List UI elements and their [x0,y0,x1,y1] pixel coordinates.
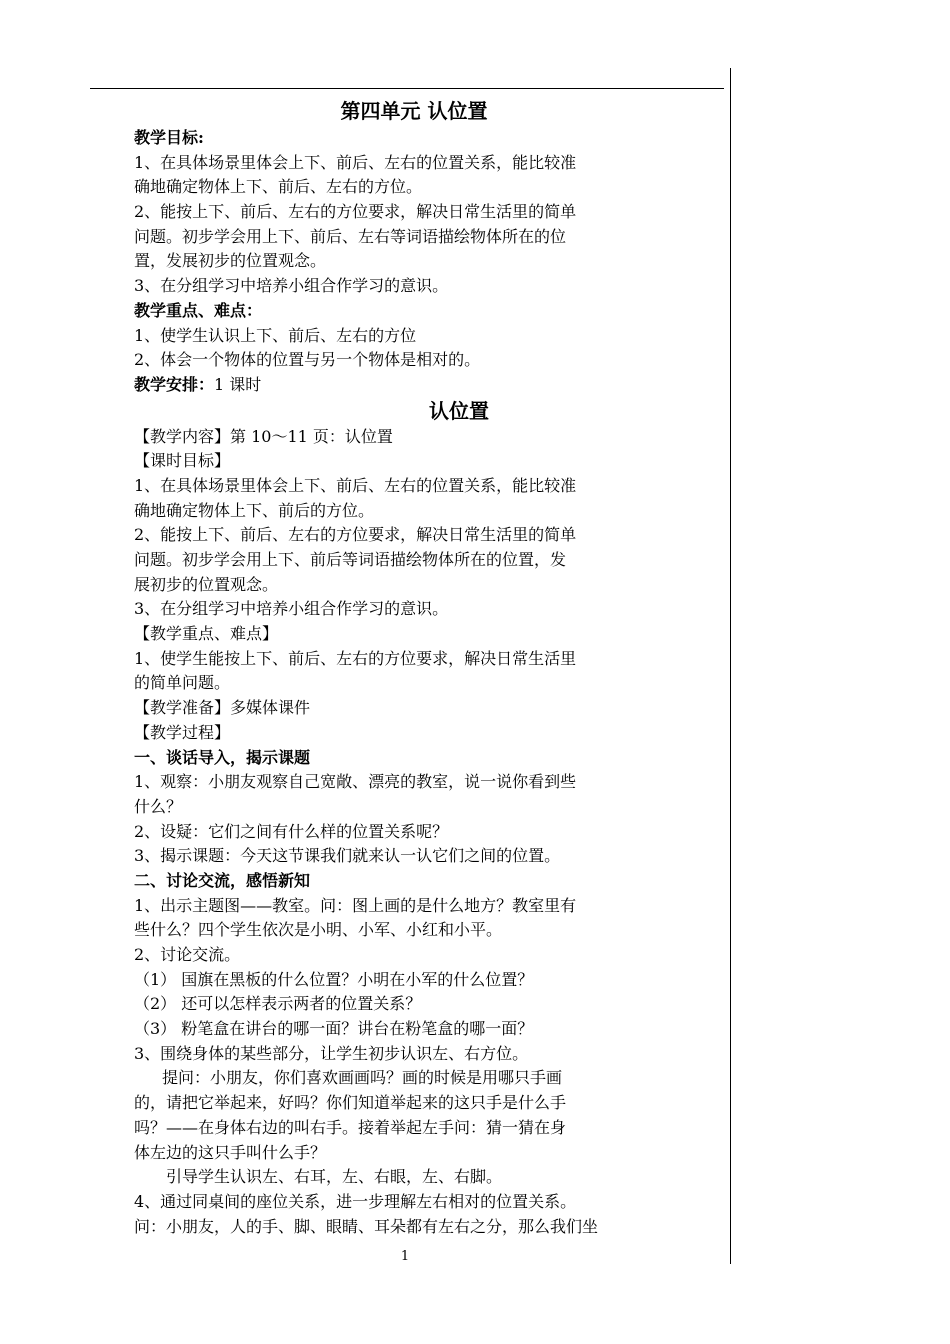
objective-line: 3、在分组学习中培养小组合作学习的意识。 [134,276,449,296]
document-body [134,97,654,1239]
section2-line: 2、讨论交流。 [134,945,241,964]
section2-item3: 3、围绕身体的某些部分，让学生初步认识左、右方位。 [134,1043,529,1063]
paragraph-line: 提问：小朋友，你们喜欢画画吗？画的时候是用哪只手画 [162,1068,563,1088]
paragraph-line: 体左边的这只手叫什么手？ [134,1142,327,1162]
lesson-line: 1、在具体场景里体会上下、前后、左右的位置关系，能比较准 [134,475,577,495]
page-number: 1 [400,1249,410,1264]
section2-item4: 4、通过同桌间的座位关系，进一步理解左右相对的位置关系。 [134,1191,577,1211]
lesson-line: 展初步的位置观念。 [134,574,279,594]
arrangement-value: 1 课时 [214,374,262,394]
lesson-line: 问题。初步学会用上下、前后等词语描绘物体所在的位置，发 [134,550,567,569]
paragraph-line: 的，请把它举起来，好吗？你们知道举起来的这只手是什么手 [134,1093,567,1113]
keypoints-heading: 教学重点、难点： [134,300,263,320]
section1-heading: 一、谈话导入，揭示课题 [134,747,311,767]
section1-line: 2、设疑：它们之间有什么样的位置关系呢？ [134,821,449,841]
section2-item4: 问：小朋友，人的手、脚、眼睛、耳朵都有左右之分，那么我们坐 [134,1216,599,1236]
lesson-line: 确地确定物体上下、前后的方位。 [134,500,375,520]
objective-line: 2、能按上下、前后、左右的方位要求，解决日常生活里的简单 [134,202,577,222]
discussion-question: （2） 还可以怎样表示两者的位置关系？ [134,994,422,1014]
discussion-question: （3） 粉笔盒在讲台的哪一面？讲台在粉笔盒的哪一面？ [134,1019,534,1039]
lesson-line: 2、能按上下、前后、左右的方位要求，解决日常生活里的简单 [134,525,577,545]
section1-line: 什么？ [134,796,183,816]
process-heading: 【教学过程】 [134,722,231,742]
keypoint-line: 2、体会一个物体的位置与另一个物体是相对的。 [134,350,481,370]
section1-line: 1、观察：小朋友观察自己宽敞、漂亮的教室，说一说你看到些 [134,772,577,792]
header-rule [90,88,724,89]
lesson-line: 3、在分组学习中培养小组合作学习的意识。 [134,599,449,619]
objective-line: 确地确定物体上下、前后、左右的方位。 [134,177,423,197]
objective-line: 1、在具体场景里体会上下、前后、左右的位置关系，能比较准 [134,152,577,172]
objective-line: 问题。初步学会用上下、前后、左右等词语描绘物体所在的位 [134,226,567,246]
margin-rule [730,68,731,1264]
prep-line: 【教学准备】多媒体课件 [134,698,311,718]
lesson-line: 【课时目标】 [134,451,231,471]
lesson-keypoint-line: 的简单问题。 [134,673,231,693]
lesson-keypoint-line: 1、使学生能按上下、前后、左右的方位要求，解决日常生活里 [134,648,577,668]
objective-line: 置，发展初步的位置观念。 [134,251,327,271]
arrangement-label: 教学安排： [134,374,215,394]
lesson-line: 【教学内容】第 10～11 页：认位置 [134,426,393,446]
section1-line: 3、揭示课题：今天这节课我们就来认一认它们之间的位置。 [134,846,561,866]
section2-line: 些什么？四个学生依次是小明、小军、小红和小平。 [134,920,503,940]
unit-title: 第四单元 认位置 [340,99,488,123]
paragraph-line: 引导学生认识左、右耳，左、右眼，左、右脚。 [166,1167,503,1187]
section2-heading: 二、讨论交流，感悟新知 [134,870,311,890]
keypoint-line: 1、使学生认识上下、前后、左右的方位 [134,325,417,345]
arrangement-line [134,373,654,398]
section2-line: 1、出示主题图——教室。问：图上画的是什么地方？教室里有 [134,895,577,915]
lesson-title: 认位置 [429,398,489,423]
objectives-heading: 教学目标: [134,128,204,147]
paragraph-line: 吗？——在身体右边的叫右手。接着举起左手问：猜一猜在身 [134,1117,567,1137]
lesson-line: 【教学重点、难点】 [134,624,279,644]
discussion-question: （1） 国旗在黑板的什么位置？小明在小军的什么位置？ [134,969,534,989]
